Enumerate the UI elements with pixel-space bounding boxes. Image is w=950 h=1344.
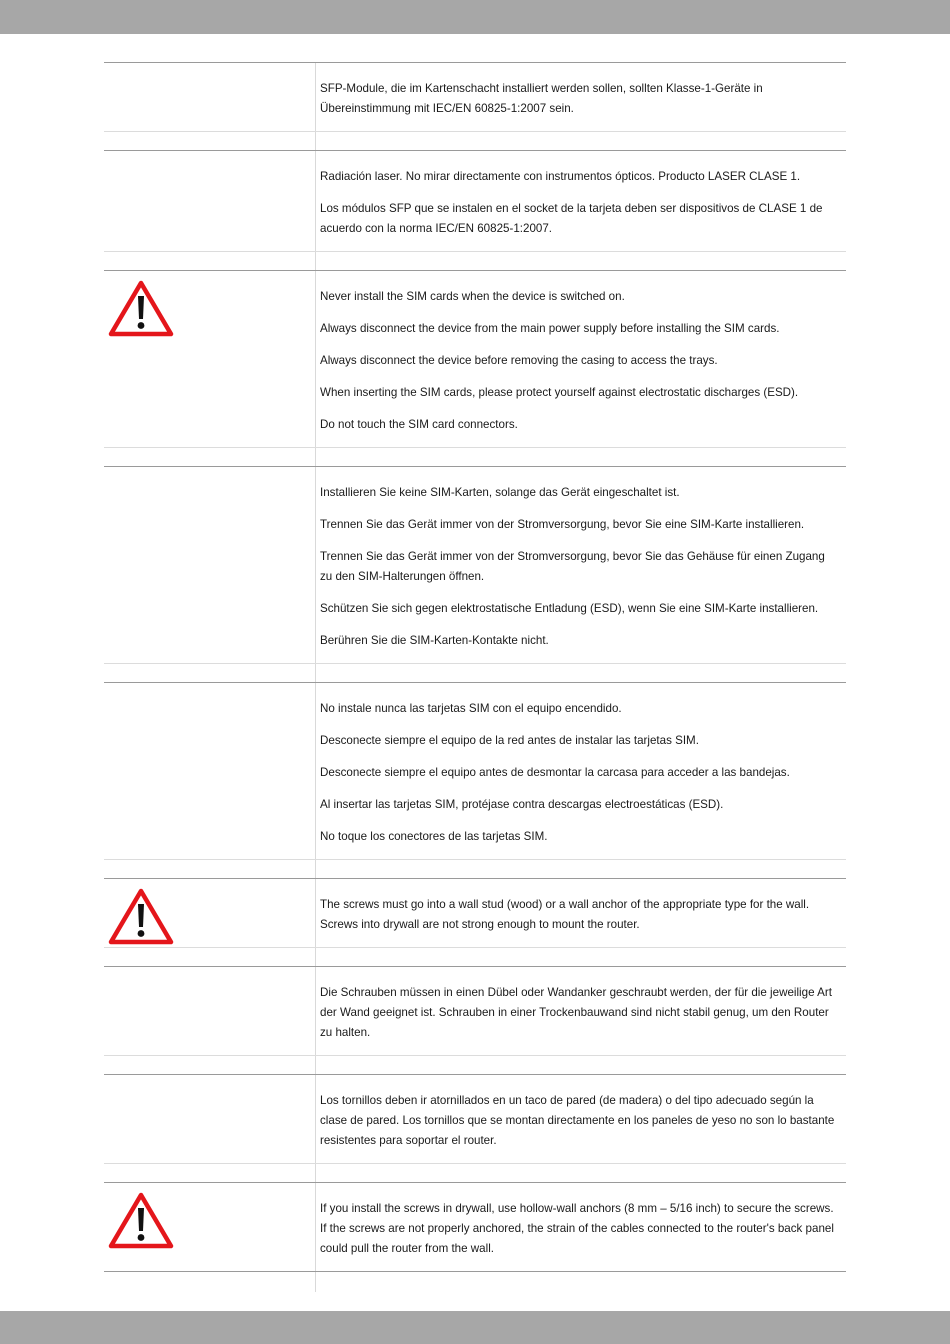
notice-paragraph: SFP-Module, die im Kartenschacht installiert werden sollen, sollten Klasse-1-Geräte in Übereinstimmung mit IEC/EN 60825-1:2007 sein. <box>320 82 763 115</box>
notice-icon-cell <box>104 151 316 251</box>
notice-paragraph: Do not touch the SIM card connectors. <box>320 418 518 431</box>
notice-icon-cell <box>104 879 316 947</box>
notice-icon-cell <box>104 467 316 663</box>
page-header-bar <box>0 0 950 34</box>
notice-paragraph: Los módulos SFP que se instalen en el socket de la tarjeta deben ser dispositivos de CLASE 1 de acuerdo con la norma IEC/EN 60825-1:2007. <box>320 202 823 235</box>
separator-cell <box>104 1056 316 1074</box>
notice-icon-cell <box>104 1183 316 1271</box>
page-footer-bar <box>0 1311 950 1344</box>
row-separator <box>104 1055 846 1074</box>
notice-text-cell <box>316 467 846 663</box>
notice-paragraph: Schützen Sie sich gegen elektrostatische Entladung (ESD), wenn Sie eine SIM-Karte installieren. <box>320 602 819 615</box>
notice-row <box>104 1182 846 1272</box>
notice-row <box>104 150 846 251</box>
notice-text-cell <box>316 1183 846 1271</box>
notice-paragraph: Berühren Sie die SIM-Karten-Kontakte nicht. <box>320 634 549 647</box>
notice-paragraph: If you install the screws in drywall, use hollow-wall anchors (8 mm – 5/16 inch) to secure the screws. If the screws are not properly anchored, the strain of the cables connected to the router's back panel could pull the router from the wall. <box>320 1202 834 1255</box>
separator-cell <box>104 664 316 682</box>
notice-paragraph: When inserting the SIM cards, please protect yourself against electrostatic discharges (ESD). <box>320 386 799 399</box>
notice-text-cell <box>316 1075 846 1163</box>
notice-paragraph: Desconecte siempre el equipo antes de desmontar la carcasa para acceder a las bandejas. <box>320 766 790 779</box>
warning-triangle-icon <box>108 887 174 945</box>
row-separator <box>104 663 846 682</box>
notice-text-cell <box>316 967 846 1055</box>
notice-icon-cell <box>104 63 316 131</box>
notice-icon-cell <box>104 271 316 447</box>
notice-row <box>104 466 846 663</box>
notice-paragraph: No instale nunca las tarjetas SIM con el equipo encendido. <box>320 702 622 715</box>
separator-cell <box>104 448 316 466</box>
separator-cell <box>104 948 316 966</box>
row-separator <box>104 1163 846 1182</box>
notice-paragraph: Radiación laser. No mirar directamente con instrumentos ópticos. Producto LASER CLASE 1. <box>320 170 801 183</box>
notice-text-cell <box>316 879 846 947</box>
row-separator <box>104 251 846 270</box>
notice-row <box>104 270 846 447</box>
notice-icon-cell <box>104 1075 316 1163</box>
warning-triangle-icon <box>108 1191 174 1249</box>
separator-cell <box>104 132 316 150</box>
notice-icon-cell <box>104 967 316 1055</box>
notice-paragraph: Installieren Sie keine SIM-Karten, solange das Gerät eingeschaltet ist. <box>320 486 680 499</box>
warning-triangle-icon <box>108 279 174 337</box>
row-separator <box>104 947 846 966</box>
separator-cell <box>104 252 316 270</box>
notice-row <box>104 62 846 131</box>
notice-paragraph: The screws must go into a wall stud (wood) or a wall anchor of the appropriate type for the wall. Screws into drywall are not strong enough to mount the router. <box>320 898 810 931</box>
notice-text-cell <box>316 271 846 447</box>
notice-paragraph: No toque los conectores de las tarjetas SIM. <box>320 830 548 843</box>
notice-paragraph: Die Schrauben müssen in einen Dübel oder Wandanker geschraubt werden, der für die jeweilige Art der Wand geeignet ist. Schrauben in einer Trockenbauwand sind nicht stabil genug, um den Router zu halten. <box>320 986 832 1039</box>
table-tail <box>104 1272 846 1292</box>
separator-cell <box>104 860 316 878</box>
notice-text-cell <box>316 683 846 859</box>
tail-cell <box>104 1272 316 1292</box>
notice-text-cell <box>316 63 846 131</box>
notice-paragraph: Trennen Sie das Gerät immer von der Stromversorgung, bevor Sie das Gehäuse für einen Zugang zu den SIM-Halterungen öffnen. <box>320 550 825 583</box>
notice-text-cell <box>316 151 846 251</box>
row-separator <box>104 859 846 878</box>
row-separator <box>104 447 846 466</box>
safety-notice-table <box>104 62 846 1292</box>
notice-icon-cell <box>104 683 316 859</box>
notice-row <box>104 878 846 947</box>
notice-paragraph: Trennen Sie das Gerät immer von der Stromversorgung, bevor Sie eine SIM-Karte installieren. <box>320 518 805 531</box>
notice-paragraph: Desconecte siempre el equipo de la red antes de instalar las tarjetas SIM. <box>320 734 699 747</box>
notice-paragraph: Always disconnect the device from the main power supply before installing the SIM cards. <box>320 322 780 335</box>
notice-paragraph: Al insertar las tarjetas SIM, protéjase contra descargas electroestáticas (ESD). <box>320 798 724 811</box>
notice-paragraph: Los tornillos deben ir atornillados en un taco de pared (de madera) o del tipo adecuado según la clase de pared. Los tornillos que se montan directamente en los paneles de yeso no son lo bastante resistentes para soportar el router. <box>320 1094 835 1147</box>
notice-row <box>104 682 846 859</box>
row-separator <box>104 131 846 150</box>
notice-paragraph: Always disconnect the device before removing the casing to access the trays. <box>320 354 718 367</box>
separator-cell <box>104 1164 316 1182</box>
notice-row <box>104 1074 846 1163</box>
notice-row <box>104 966 846 1055</box>
notice-paragraph: Never install the SIM cards when the device is switched on. <box>320 290 625 303</box>
